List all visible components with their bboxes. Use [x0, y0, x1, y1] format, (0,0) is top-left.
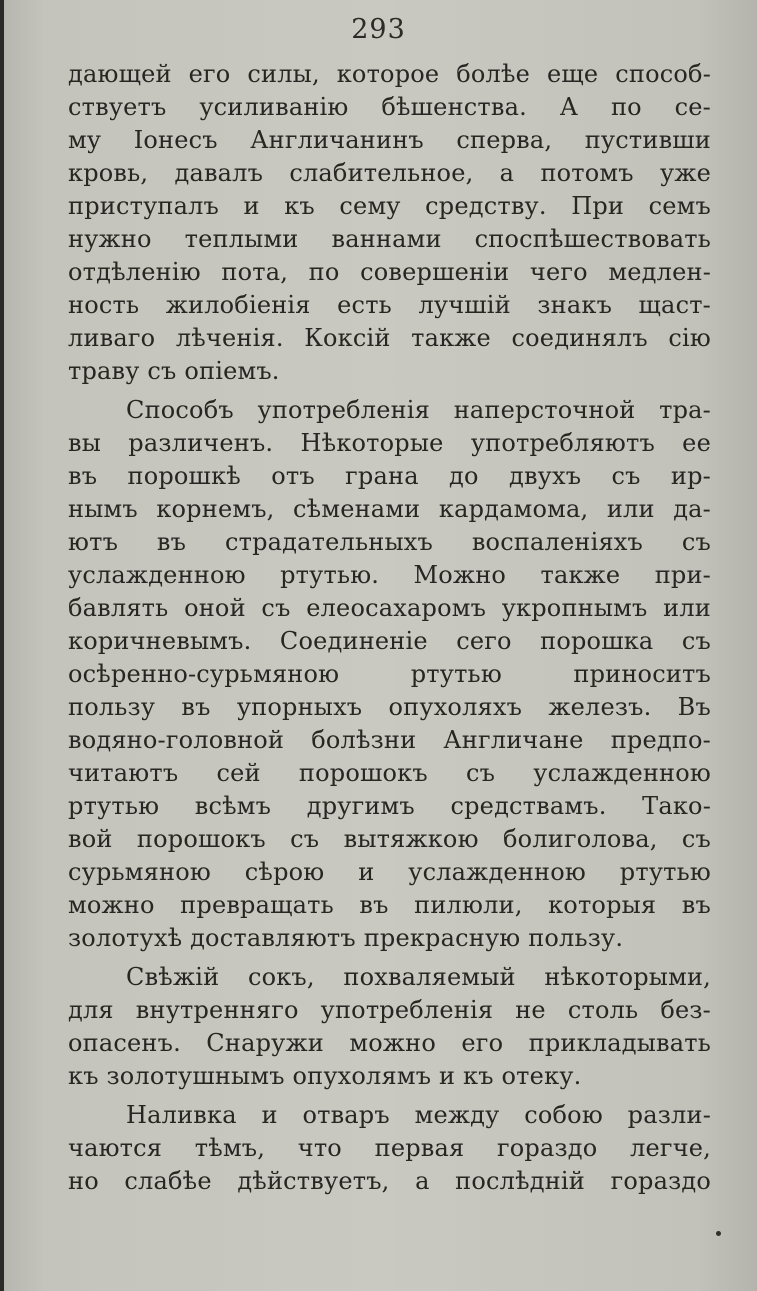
text-line: вы различенъ. Нѣкоторые употребляютъ ее: [68, 429, 711, 457]
text-line: траву съ опіемъ.: [68, 357, 280, 385]
text-line: водяно-головной болѣзни Англичане предпо-: [68, 726, 711, 754]
page-text-body: [68, 58, 711, 1198]
text-line: опасенъ. Снаружи можно его прикладывать: [68, 1029, 711, 1057]
text-line: нужно теплыми ваннами споспѣшествовать: [68, 225, 711, 253]
paragraph: [68, 961, 711, 1093]
text-line: ность жилобіенія есть лучшій знакъ щаст-: [68, 291, 711, 319]
text-line: нымъ корнемъ, сѣменами кардамома, или да-: [68, 495, 711, 523]
text-line: отдѣленію пота, по совершеніи чего медлен-: [68, 258, 711, 286]
page-binding-edge: [0, 0, 4, 1291]
text-line: сурьмяною сѣрою и услажденною ртутью: [68, 858, 711, 886]
paragraph: [68, 394, 711, 955]
text-line: кровь, давалъ слабительное, а потомъ уже: [68, 159, 711, 187]
text-line: му Іонесъ Англичанинъ сперва, пустивши: [68, 126, 711, 154]
text-line: услажденною ртутью. Можно также при-: [68, 561, 711, 589]
text-line: ютъ въ страдательныхъ воспаленіяхъ съ: [68, 528, 711, 556]
text-line: пользу въ упорныхъ опухоляхъ железъ. Въ: [68, 693, 711, 721]
text-line: для внутренняго употребленія не столь без-: [68, 996, 711, 1024]
text-line: осѣренно-сурьмяною ртутью приноситъ: [68, 660, 711, 688]
text-line: можно превращать въ пилюли, которыя въ: [68, 891, 711, 919]
text-line: приступалъ и къ сему средству. При семъ: [68, 192, 711, 220]
text-line: читаютъ сей порошокъ съ услажденною: [68, 759, 711, 787]
text-line: къ золотушнымъ опухолямъ и къ отеку.: [68, 1062, 582, 1090]
text-line: чаются тѣмъ, что первая гораздо легче,: [68, 1134, 711, 1162]
text-line: Свѣжій сокъ, похваляемый нѣкоторыми,: [126, 963, 711, 991]
text-line: Наливка и отваръ между собою разли-: [126, 1101, 711, 1129]
ink-speck: [716, 1231, 721, 1236]
text-line: ливаго лѣченія. Коксій также соединялъ сію: [68, 324, 711, 352]
text-line: вой порошокъ съ вытяжкою болиголова, съ: [68, 825, 711, 853]
paragraph: [68, 1099, 711, 1198]
text-line: въ порошкѣ отъ грана до двухъ съ ир-: [68, 462, 711, 490]
text-line: ртутью всѣмъ другимъ средствамъ. Тако-: [68, 792, 711, 820]
text-line: коричневымъ. Соединеніе сего порошка съ: [68, 627, 711, 655]
text-line: дающей его силы, которое болѣе еще способ-: [68, 60, 711, 88]
paragraph: [68, 58, 711, 388]
text-line: бавлять оной съ елеосахаромъ укропнымъ или: [68, 594, 711, 622]
text-line: ствуетъ усиливанію бѣшенства. А по се-: [68, 93, 711, 121]
text-line: золотухѣ доставляютъ прекрасную пользу.: [68, 924, 624, 952]
text-line: Способъ употребленія наперсточной тра-: [126, 396, 711, 424]
text-line: но слабѣе дѣйствуетъ, а послѣдній гораздо: [68, 1167, 711, 1195]
page-number: 293: [351, 14, 406, 45]
